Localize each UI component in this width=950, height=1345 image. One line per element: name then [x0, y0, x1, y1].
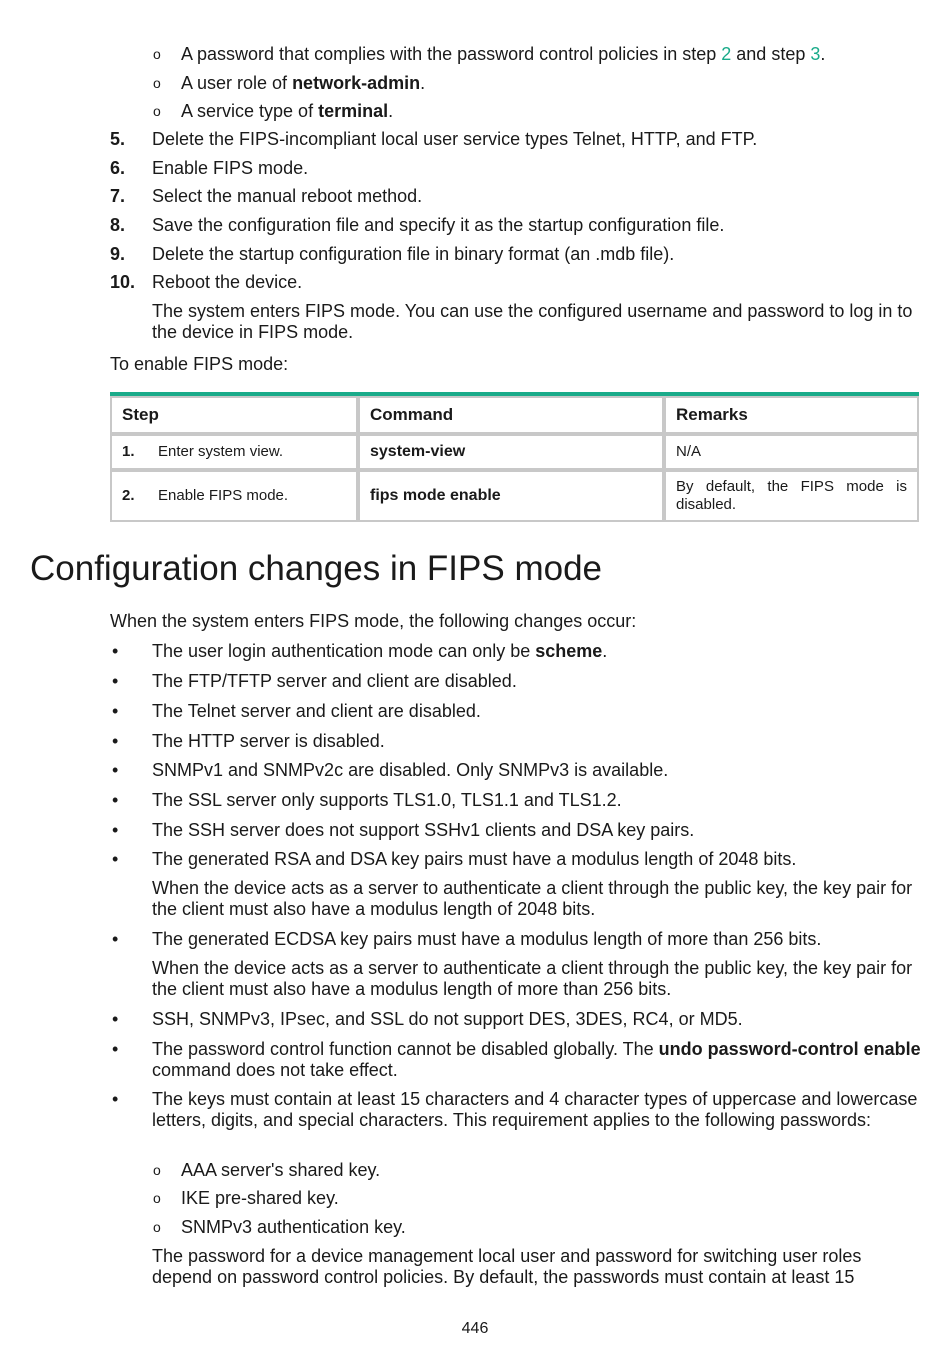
section-title: Configuration changes in FIPS mode	[30, 549, 602, 588]
step-text: Select the manual reboot method.	[152, 186, 423, 206]
sub-item-user-role: A user role of network-admin.	[181, 73, 426, 93]
bullet-item: The generated ECDSA key pairs must have a modulus length of more than 256 bits.	[152, 929, 822, 949]
bullet-item: The HTTP server is disabled.	[152, 731, 385, 751]
command-cell	[358, 434, 664, 470]
fips-command-table	[110, 392, 919, 522]
sub-bullet-marker: o	[153, 103, 161, 119]
reboot-note: The system enters FIPS mode. You can use the configured username and password to log in to the device in FIPS mode.	[152, 301, 913, 342]
table-intro: To enable FIPS mode:	[110, 354, 289, 374]
bullet-marker: •	[112, 760, 119, 780]
sub-item: IKE pre-shared key.	[181, 1188, 339, 1208]
bullet-marker: •	[112, 820, 119, 840]
step-number: 10.	[110, 272, 136, 292]
bullet-note: When the device acts as a server to authenticate a client through the public key, the key pair for the client must also have a modulus length of more than 256 bits.	[152, 958, 913, 999]
bullet-marker: •	[112, 731, 119, 751]
bullet-note: When the device acts as a server to authenticate a client through the public key, the key pair for the client must also have a modulus length of 2048 bits.	[152, 878, 913, 919]
step-3-link[interactable]: 3	[810, 44, 821, 64]
sub-item: AAA server's shared key.	[181, 1160, 381, 1180]
step-text: Delete the FIPS-incompliant local user service types Telnet, HTTP, and FTP.	[152, 129, 758, 149]
step-text: Reboot the device.	[152, 272, 303, 292]
bullet-marker: •	[112, 1039, 119, 1059]
bullet-marker: •	[112, 641, 119, 661]
bullet-marker: •	[112, 671, 119, 691]
header-step: Step	[110, 396, 358, 434]
step-number: 5.	[110, 129, 126, 149]
sub-bullet-marker: o	[153, 46, 161, 62]
step-text: Enable FIPS mode.	[152, 158, 309, 178]
table-header-row	[110, 396, 919, 434]
bullet-item: The SSL server only supports TLS1.0, TLS1.1 and TLS1.2.	[152, 790, 622, 810]
table-row	[110, 470, 919, 522]
sub-item-service-type: A service type of terminal.	[181, 101, 394, 121]
command-text: system-view	[370, 443, 466, 460]
step-number: 9.	[110, 244, 126, 264]
table-row	[110, 434, 919, 470]
step-2-link[interactable]: 2	[721, 44, 732, 64]
step-text: Delete the startup configuration file in binary format (an .mdb file).	[152, 244, 675, 264]
bullet-item: The generated RSA and DSA key pairs must have a modulus length of 2048 bits.	[152, 849, 797, 869]
command-text: fips mode enable	[370, 487, 501, 504]
sub-bullet-marker: o	[153, 1162, 161, 1178]
bullet-item: The Telnet server and client are disabled.	[152, 701, 481, 721]
header-command: Command	[358, 396, 664, 434]
sub-bullet-marker: o	[153, 1190, 161, 1206]
header-remarks: Remarks	[664, 396, 919, 434]
bullet-item: The keys must contain at least 15 characters and 4 character types of uppercase and lowercase letters, digits, and special characters. This requirement applies to the following passwords:	[152, 1089, 918, 1130]
step-number: 8.	[110, 215, 126, 235]
page-number: 446	[461, 1320, 489, 1337]
sub-item-password: A password that complies with the password control policies in step 2 and step 3.	[181, 44, 826, 64]
sub-item: SNMPv3 authentication key.	[181, 1217, 406, 1237]
bullet-item: SSH, SNMPv3, IPsec, and SSL do not support DES, 3DES, RC4, or MD5.	[152, 1009, 743, 1029]
section-intro: When the system enters FIPS mode, the following changes occur:	[110, 611, 637, 631]
bullet-marker: •	[112, 1009, 119, 1029]
step-cell: 2. Enable FIPS mode.	[110, 470, 358, 522]
bullet-marker: •	[112, 701, 119, 721]
step-text: Save the configuration file and specify it as the startup configuration file.	[152, 215, 725, 235]
step-number: 6.	[110, 158, 126, 178]
bullet-marker: •	[112, 790, 119, 810]
bullet-marker: •	[112, 849, 119, 869]
bullet-marker: •	[112, 929, 119, 949]
remarks-cell: By default, the FIPS mode is disabled.	[664, 470, 919, 522]
sub-bullet-marker: o	[153, 1219, 161, 1235]
sub-bullet-marker: o	[153, 75, 161, 91]
bullet-marker: •	[112, 1089, 119, 1109]
bullet-item: The password control function cannot be disabled globally. The undo password-control enable command does not take effect.	[152, 1039, 921, 1080]
step-cell: 1. Enter system view.	[110, 434, 358, 470]
bullet-item: The FTP/TFTP server and client are disabled.	[152, 671, 517, 691]
bullet-item: SNMPv1 and SNMPv2c are disabled. Only SNMPv3 is available.	[152, 760, 669, 780]
bullet-note: The password for a device management local user and password for switching user roles depend on password control policies. By default, the passwords must contain at least 15	[152, 1246, 862, 1287]
bullet-item: The SSH server does not support SSHv1 clients and DSA key pairs.	[152, 820, 695, 840]
command-cell	[358, 470, 664, 522]
remarks-cell: N/A	[664, 434, 919, 470]
bullet-item: The user login authentication mode can only be scheme.	[152, 641, 608, 661]
step-number: 7.	[110, 186, 126, 206]
